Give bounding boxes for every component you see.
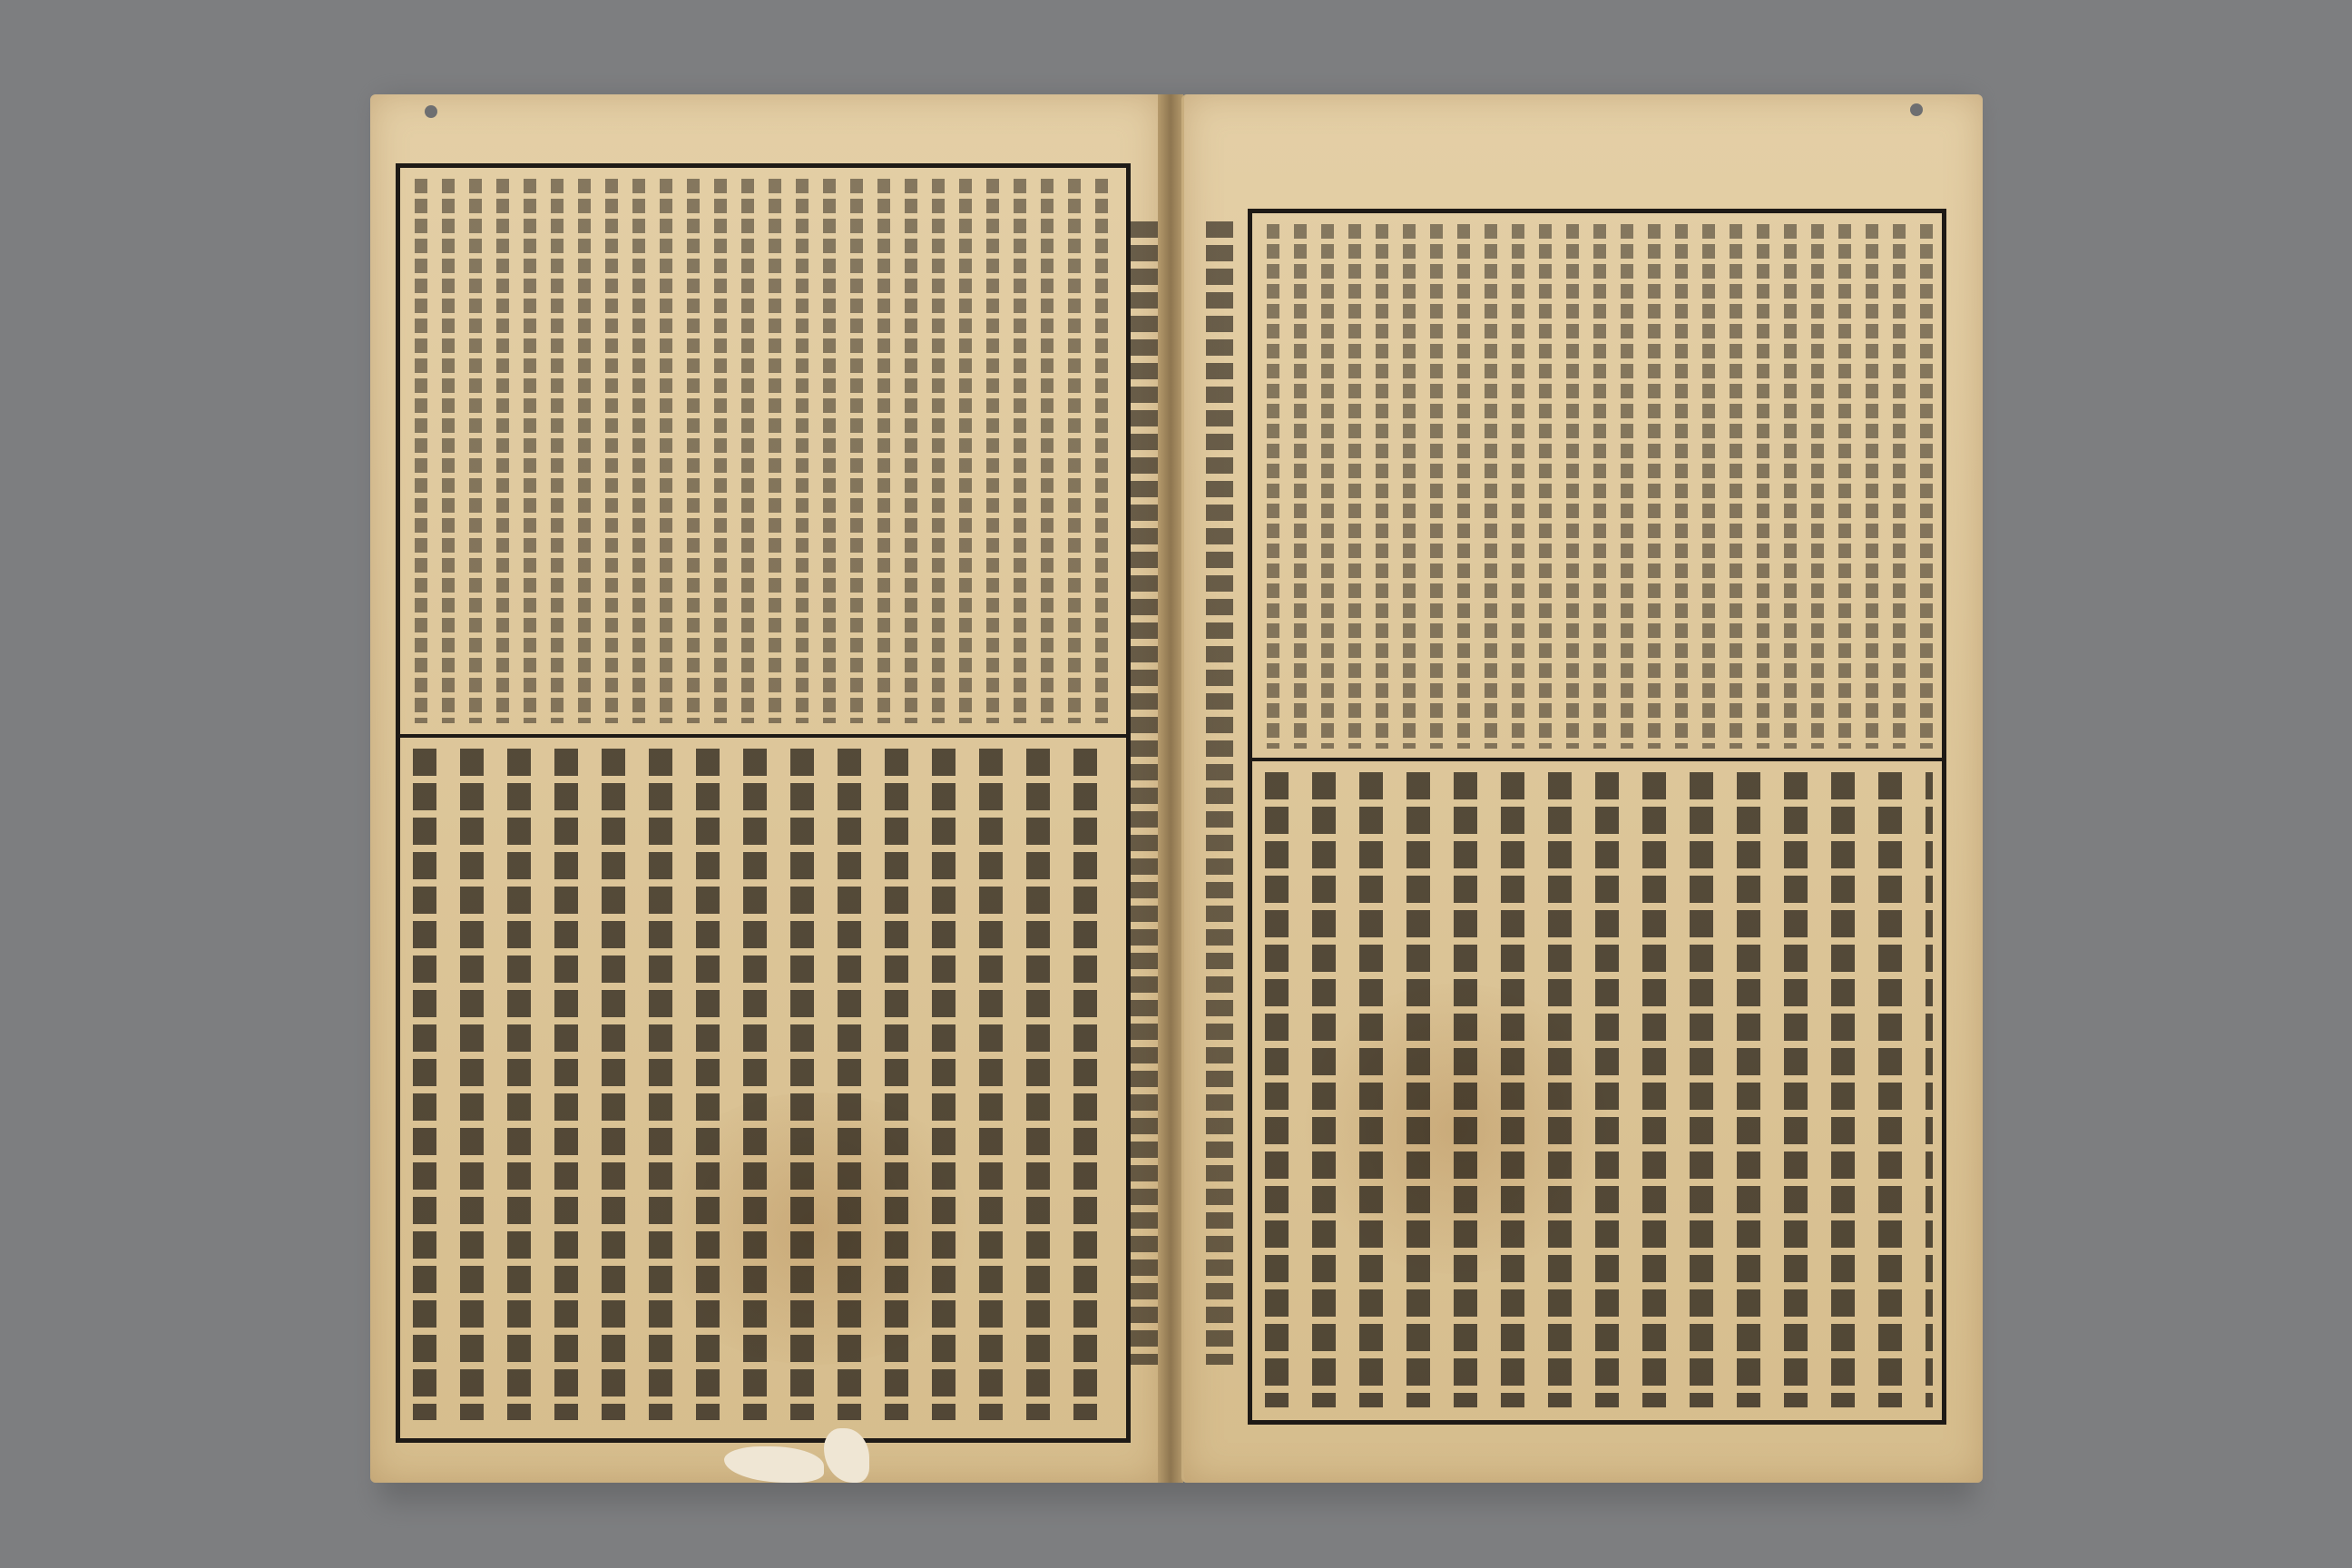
paper-damage: [724, 1446, 824, 1483]
register-divider: [1252, 758, 1942, 761]
left-text-frame: [396, 163, 1131, 1443]
fore-edge-column: [1206, 221, 1233, 1365]
register-divider: [400, 734, 1126, 738]
left-page: [370, 94, 1162, 1483]
binding-notch: [1910, 103, 1923, 116]
main-text-block: [1261, 772, 1933, 1407]
binding-notch: [425, 105, 437, 118]
fore-edge-column: [1131, 221, 1158, 1365]
commentary-text-block: [409, 179, 1117, 723]
commentary-text-block: [1261, 224, 1933, 749]
right-page: [1181, 94, 1983, 1483]
main-text-block: [409, 749, 1117, 1420]
right-text-frame: [1248, 209, 1946, 1425]
book-gutter: [1158, 94, 1183, 1483]
